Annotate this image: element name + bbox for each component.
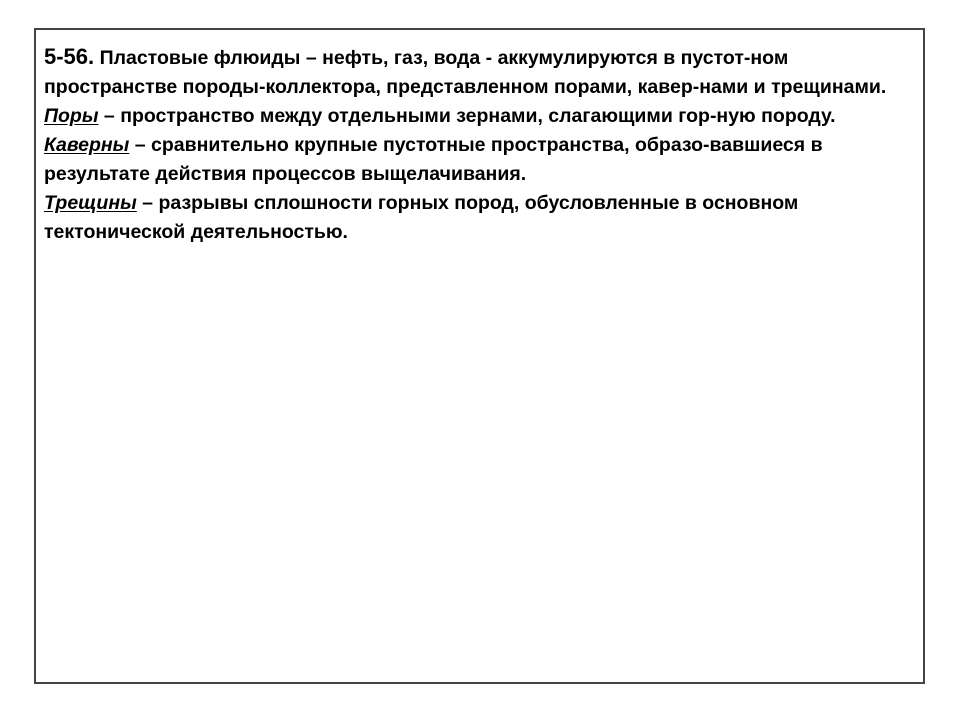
term-caverns: Каверны bbox=[44, 134, 130, 156]
term-pores: Поры bbox=[44, 105, 99, 127]
definition-caverns-text: – сравнительно крупные пустотные пространства, образо-вавшиеся в результате действия процессов выщелачивания. bbox=[44, 134, 823, 185]
definition-pores-text: – пространство между отдельными зернами, слагающими гор-ную породу. bbox=[98, 105, 836, 127]
definition-fractures-text: – разрывы сплошности горных пород, обусловленные в основном тектонической деятельностью. bbox=[44, 192, 799, 243]
definition-fractures bbox=[44, 189, 904, 247]
slide-body bbox=[44, 42, 904, 247]
slide-number: 5-56. bbox=[44, 44, 95, 69]
intro-paragraph bbox=[44, 42, 904, 102]
term-fractures: Трещины bbox=[44, 192, 137, 214]
definition-caverns bbox=[44, 131, 904, 189]
definition-pores bbox=[44, 102, 904, 131]
intro-text: Пластовые флюиды – нефть, газ, вода - аккумулируются в пустот-ном пространстве породы-коллектора, представленном порами, кавер-нами и трещинами. bbox=[44, 47, 887, 98]
